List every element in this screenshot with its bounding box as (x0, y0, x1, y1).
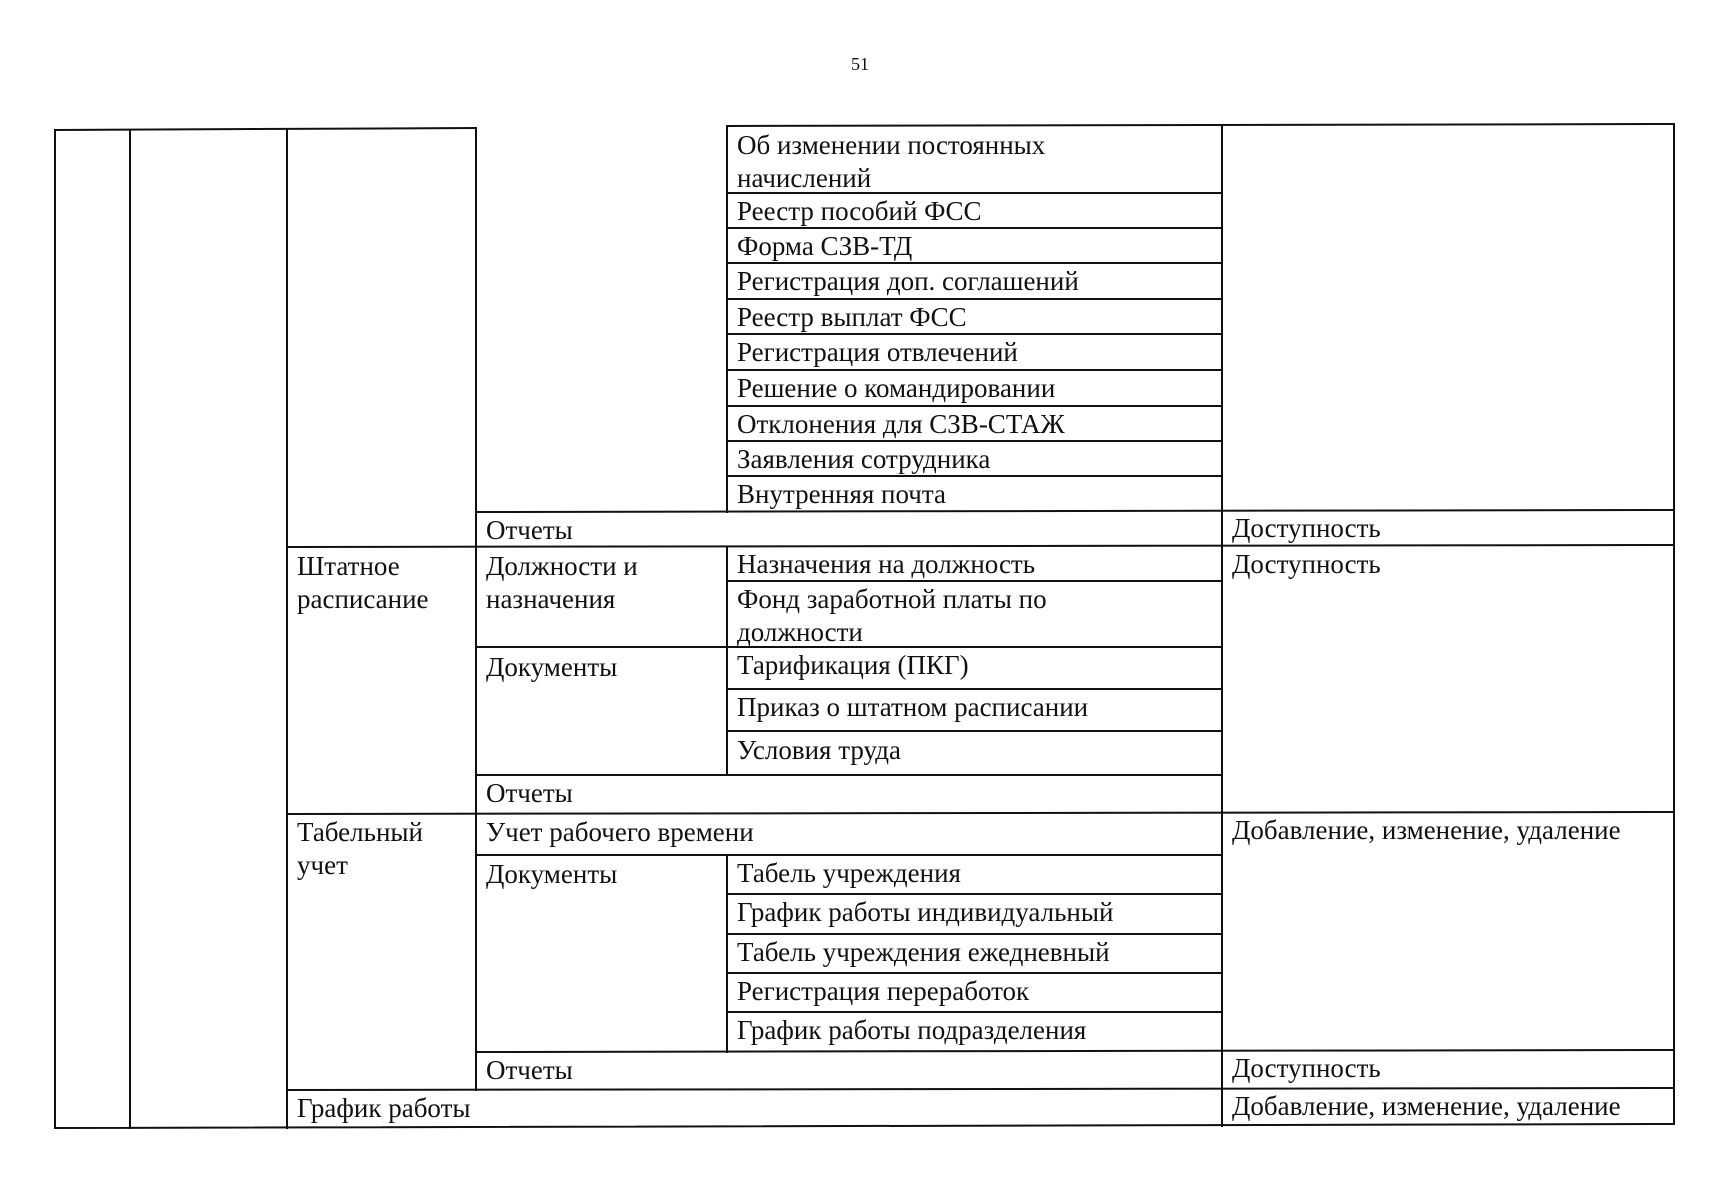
access-label: Доступность (1232, 1053, 1381, 1083)
doc-item-overtime-registration: Регистрация переработок (737, 976, 1030, 1006)
section-staff-schedule: Штатное расписание (297, 551, 429, 614)
doc-item-tariffication: Тарификация (ПКГ) (737, 650, 969, 680)
reports-label: Отчеты (486, 515, 573, 545)
access-label: Доступность (1232, 549, 1381, 579)
doc-item-position-assignments: Назначения на должность (737, 549, 1036, 579)
reports-label: Отчеты (486, 778, 573, 808)
doc-item-constant-accruals-label: Об изменении постоянных начислений (737, 130, 1046, 193)
group-work-time: Учет рабочего времени (486, 817, 754, 847)
doc-item-constant-accruals (737, 129, 1045, 195)
doc-item-fss-benefits-register: Реестр пособий ФСС (737, 196, 982, 226)
group-documents: Документы (486, 859, 618, 889)
doc-item-business-trip-decision: Решение о командировании (737, 373, 1056, 403)
doc-item-individual-schedule: График работы индивидуальный (737, 897, 1114, 927)
access-label: Добавление, изменение, удаление (1232, 1091, 1621, 1121)
doc-item-department-schedule: График работы подразделения (737, 1015, 1087, 1045)
doc-item-working-conditions: Условия труда (737, 735, 901, 765)
section-time-tracking: Табельный учет (297, 817, 423, 880)
doc-item-employee-applications: Заявления сотрудника (737, 444, 991, 474)
doc-item-daily-timesheet: Табель учреждения ежедневный (737, 937, 1110, 967)
reports-label: Отчеты (486, 1055, 573, 1085)
access-label: Доступность (1232, 513, 1381, 543)
doc-item-staff-schedule-order: Приказ о штатном расписании (737, 692, 1089, 722)
doc-item-szv-stazh-deviations: Отклонения для СЗВ-СТАЖ (737, 409, 1065, 439)
doc-item-diversions-registration: Регистрация отвлечений (737, 337, 1018, 367)
doc-item-position-payroll-fund: Фонд заработной платы по должности (737, 584, 1047, 647)
page-number: 51 (851, 54, 869, 74)
doc-item-fss-payments-register: Реестр выплат ФСС (737, 302, 967, 332)
group-documents: Документы (486, 652, 618, 682)
doc-item-szv-td-form: Форма СЗВ-ТД (737, 231, 913, 261)
access-label: Добавление, изменение, удаление (1232, 815, 1621, 845)
group-positions: Должности и назначения (486, 551, 638, 614)
doc-item-supplementary-agreements: Регистрация доп. соглашений (737, 266, 1079, 296)
doc-item-institution-timesheet: Табель учреждения (737, 858, 961, 888)
doc-item-internal-mail: Внутренняя почта (737, 479, 946, 509)
section-work-schedule: График работы (297, 1093, 471, 1123)
